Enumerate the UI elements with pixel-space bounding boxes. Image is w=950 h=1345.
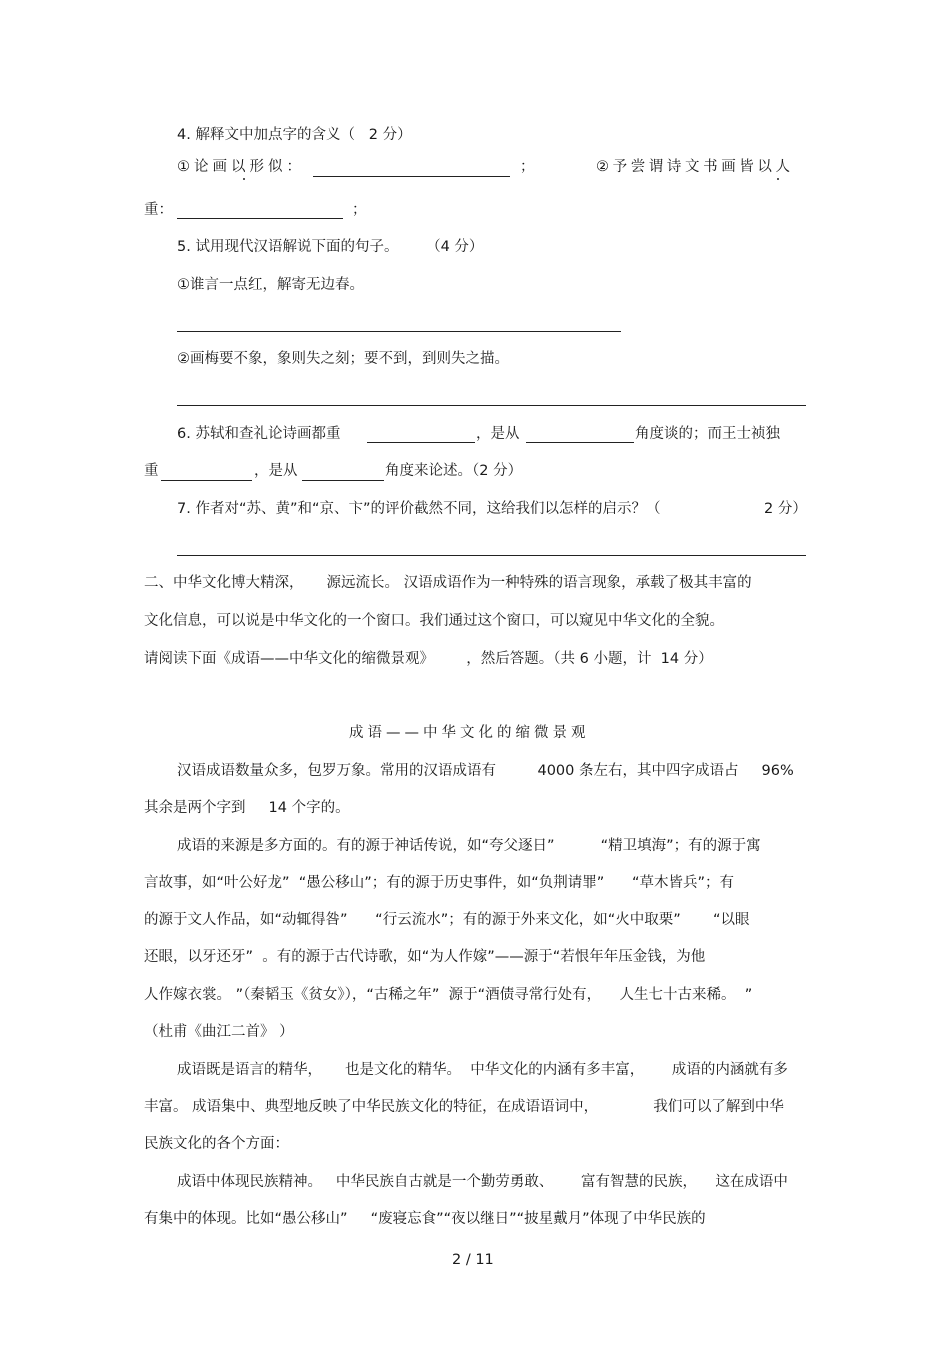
q6-blank-4[interactable] [302, 480, 384, 481]
q6-text-1: 6. 苏轼和查礼论诗画都重 [177, 426, 341, 442]
article-p3-line-3: 民族文化的各个方面： [144, 1136, 289, 1152]
q5-item1: ①谁言一点红，解寄无边春。 [177, 277, 364, 293]
q4-separator-2: ； [352, 202, 367, 218]
article-p2-line-4: 还眼，以牙还牙” 。有的源于古代诗歌，如“为人作嫁”——源于“若恨年年压金钱，为他 [144, 949, 706, 965]
section2-line-1: 二、中华文化博大精深， 源远流长。 汉语成语作为一种特殊的语言现象，承载了极其丰富的 [144, 575, 752, 591]
q6-text-4: 重 [144, 463, 159, 479]
emphasis-dot [777, 178, 779, 180]
q7-answer-line[interactable] [177, 555, 806, 556]
article-p2-line-2: 言故事，如“叶公好龙” “愚公移山”；有的源于历史事件，如“负荆请罪” “草木皆兵”；有 [144, 875, 734, 891]
q4-separator-1: ； [520, 159, 535, 175]
article-p3-line-1: 成语既是语言的精华， 也是文化的精华。 中华文化的内涵有多丰富， 成语的内涵就有多 [177, 1062, 788, 1078]
section2-line-3: 请阅读下面《成语——中华文化的缩微景观》 ，然后答题。（共 6 小题，计 14 分） [144, 651, 713, 667]
q6-text-5: ，是从 [254, 463, 298, 479]
q5-answer-line-1[interactable] [177, 331, 621, 332]
q7-text: 7. 作者对“苏、黄”和“京、卞”的评价截然不同，这给我们以怎样的启示？（ [177, 501, 661, 517]
q4-item2-continued: 重： [144, 202, 173, 218]
article-p1-line-1: 汉语成语数量众多，包罗万象。常用的汉语成语有 4000 条左右，其中四字成语占 96% [177, 763, 794, 779]
q6-text-3: 角度谈的；而王士祯独 [635, 426, 780, 442]
article-p2-line-3: 的源于文人作品，如“动辄得咎” “行云流水”；有的源于外来文化，如“火中取栗” “以眼 [144, 912, 750, 928]
emphasis-dot [243, 178, 245, 180]
article-p2-line-5: 人作嫁衣裳。 ”（秦韬玉《贫女》），“古稀之年” 源于“酒债寻常行处有， 人生七十古来稀。 ” [144, 987, 753, 1003]
article-p1-line-2: 其余是两个字到 14 个字的。 [144, 800, 350, 816]
q6-blank-3[interactable] [161, 480, 252, 481]
q4-answer-line-1[interactable] [313, 176, 510, 177]
q4-item2-label: ②予尝谓诗文书画皆以人 [596, 159, 794, 175]
q5-answer-line-2[interactable] [177, 405, 806, 406]
q6-blank-1[interactable] [367, 442, 475, 443]
article-p4-line-2: 有集中的体现。比如“愚公移山” “废寝忘食”“夜以继日”“披星戴月”体现了中华民族的 [144, 1211, 706, 1227]
article-p2-line-6: （杜甫《曲江二首》 ） [144, 1024, 294, 1040]
page-number: 2 / 11 [452, 1252, 494, 1268]
article-p3-line-2: 丰富。 成语集中、典型地反映了中华民族文化的特征，在成语语词中， 我们可以了解到中华 [144, 1099, 784, 1115]
q6-text-6: 角度来论述。（2 分） [385, 463, 523, 479]
article-title: 成语——中华文化的缩微景观 [349, 725, 590, 741]
q7-score: 2 分） [764, 501, 807, 517]
q6-text-2: ，是从 [476, 426, 520, 442]
q4-item1-label: ①论画以形似： [177, 159, 305, 175]
q5-item2: ②画梅要不象，象则失之刻；要不到，到则失之描。 [177, 351, 509, 367]
article-p2-line-1: 成语的来源是多方面的。有的源于神话传说，如“夸父逐日” “精卫填海”；有的源于寓 [177, 838, 761, 854]
section2-line-2: 文化信息，可以说是中华文化的一个窗口。我们通过这个窗口，可以窥见中华文化的全貌。 [144, 613, 724, 629]
q5-heading: 5. 试用现代汉语解说下面的句子。 （4 分） [177, 239, 484, 255]
q6-blank-2[interactable] [526, 442, 634, 443]
q4-heading: 4. 解释文中加点字的含义（ 2 分） [177, 127, 412, 143]
q4-answer-line-2[interactable] [177, 218, 343, 219]
article-p4-line-1: 成语中体现民族精神。 中华民族自古就是一个勤劳勇敢、 富有智慧的民族， 这在成语中 [177, 1174, 788, 1190]
